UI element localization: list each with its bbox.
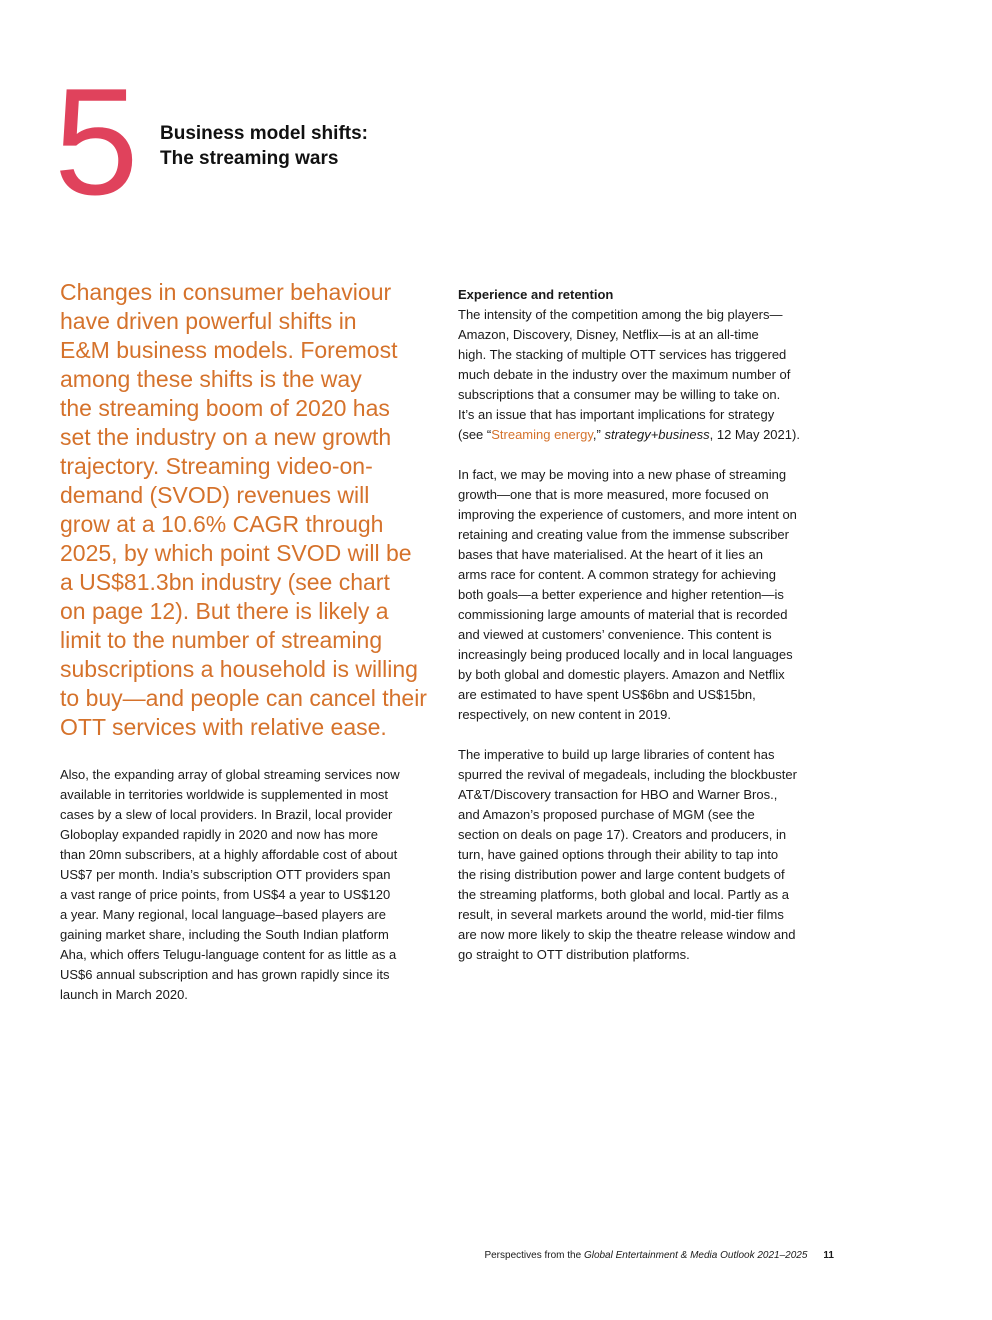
lead-line: to buy—and people can cancel their (60, 685, 427, 711)
body-line: AT&T/Discovery transaction for HBO and Warner Bros., (458, 787, 778, 802)
lead-line: a US$81.3bn industry (see chart (60, 569, 390, 595)
body-line: and Amazon’s proposed purchase of MGM (see the (458, 807, 755, 822)
body-line: the rising distribution power and large content budgets of (458, 867, 785, 882)
body-line: retaining and creating value from the immense subscriber (458, 527, 789, 542)
body-line: Globoplay expanded rapidly in 2020 and now has more (60, 827, 378, 842)
lead-paragraph (60, 278, 445, 742)
lead-line: grow at a 10.6% CAGR through (60, 511, 384, 537)
body-line: section on deals on page 17). Creators and producers, in (458, 827, 787, 842)
lead-line: trajectory. Streaming video-on- (60, 453, 373, 479)
body-line: Also, the expanding array of global streaming services now (60, 767, 400, 782)
body-line: The intensity of the competition among the big players— (458, 307, 783, 322)
body-line: by both global and domestic players. Amazon and Netflix (458, 667, 785, 682)
lead-line: among these shifts is the way (60, 366, 362, 392)
lead-line: E&M business models. Foremost (60, 337, 398, 363)
body-line: much debate in the industry over the maximum number of (458, 367, 791, 382)
lead-line: Changes in consumer behaviour (60, 279, 392, 305)
body-line: high. The stacking of multiple OTT services has triggered (458, 347, 787, 362)
body-line: increasingly being produced locally and in local languages (458, 647, 793, 662)
right-paragraph-1 (458, 305, 838, 445)
lead-line: OTT services with relative ease. (60, 714, 387, 740)
body-line: a vast range of price points, from US$4 a year to US$120 (60, 887, 391, 902)
body-line: growth—one that is more measured, more focused on (458, 487, 769, 502)
right-column (458, 285, 838, 985)
citation-suffix: , 12 May 2021). (709, 427, 800, 442)
body-line: Aha, which offers Telugu-language content for as little as a (60, 947, 397, 962)
body-line: a year. Many regional, local language–based players are (60, 907, 386, 922)
body-line: cases by a slew of local providers. In Brazil, local provider (60, 807, 393, 822)
body-line: respectively, on new content in 2019. (458, 707, 671, 722)
footer-prefix: Perspectives from the (484, 1250, 584, 1261)
body-line: and viewed at customers’ convenience. This content is (458, 627, 772, 642)
section-number: 5 (54, 57, 135, 227)
section-title-line-2: The streaming wars (160, 148, 339, 169)
body-line: Amazon, Discovery, Disney, Netflix—is at an all-time (458, 327, 759, 342)
body-line: It’s an issue that has important implications for strategy (458, 407, 775, 422)
body-line: In fact, we may be moving into a new phase of streaming (458, 467, 787, 482)
body-line: US$7 per month. India’s subscription OTT providers span (60, 867, 391, 882)
subhead-experience-retention: Experience and retention (458, 287, 614, 302)
body-line: are estimated to have spent US$6bn and US$15bn, (458, 687, 756, 702)
left-body-paragraph (60, 765, 445, 1005)
body-line: commissioning large amounts of material that is recorded (458, 607, 788, 622)
citation-mid: ,” (592, 427, 605, 442)
body-line: available in territories worldwide is supplemented in most (60, 787, 389, 802)
streaming-energy-link[interactable]: Streaming energy (491, 427, 593, 442)
citation-line (458, 425, 838, 445)
lead-line: 2025, by which point SVOD will be (60, 540, 412, 566)
lead-line: subscriptions a household is willing (60, 656, 418, 682)
page-number: 11 (823, 1250, 834, 1261)
lead-line: the streaming boom of 2020 has (60, 395, 390, 421)
body-line: than 20mn subscribers, at a highly affordable cost of about (60, 847, 398, 862)
page-footer (484, 1249, 834, 1263)
body-line: improving the experience of customers, and more intent on (458, 507, 797, 522)
body-line: turn, have gained options through their ability to tap into (458, 847, 779, 862)
lead-line: on page 12). But there is likely a (60, 598, 389, 624)
section-title (160, 121, 368, 171)
footer-publication: Global Entertainment & Media Outlook 2021–2025 (583, 1250, 808, 1261)
body-line: US$6 annual subscription and has grown rapidly since its (60, 967, 390, 982)
body-line: bases that have materialised. At the heart of it lies an (458, 547, 763, 562)
body-line: are now more likely to skip the theatre release window and (458, 927, 796, 942)
section-title-line-1: Business model shifts: (160, 123, 368, 144)
lead-line: set the industry on a new growth (60, 424, 392, 450)
body-line: the streaming platforms, both global and local. Partly as a (458, 887, 789, 902)
lead-line: have driven powerful shifts in (60, 308, 357, 334)
body-line: subscriptions that a consumer may be willing to take on. (458, 387, 781, 402)
body-line: both goals—a better experience and higher retention—is (458, 587, 784, 602)
body-line: The imperative to build up large libraries of content has (458, 747, 775, 762)
body-line: go straight to OTT distribution platforms. (458, 947, 690, 962)
lead-line: demand (SVOD) revenues will (60, 482, 370, 508)
body-line: result, in several markets around the world, mid-tier films (458, 907, 784, 922)
lead-line: limit to the number of streaming (60, 627, 383, 653)
right-paragraph-2 (458, 465, 838, 725)
body-line: gaining market share, including the South Indian platform (60, 927, 389, 942)
right-paragraph-3 (458, 745, 838, 965)
body-line: launch in March 2020. (60, 987, 188, 1002)
body-line: spurred the revival of megadeals, including the blockbuster (458, 767, 797, 782)
citation-publication: strategy+business (604, 427, 710, 442)
citation-prefix: (see “ (458, 427, 492, 442)
body-line: arms race for content. A common strategy for achieving (458, 567, 776, 582)
